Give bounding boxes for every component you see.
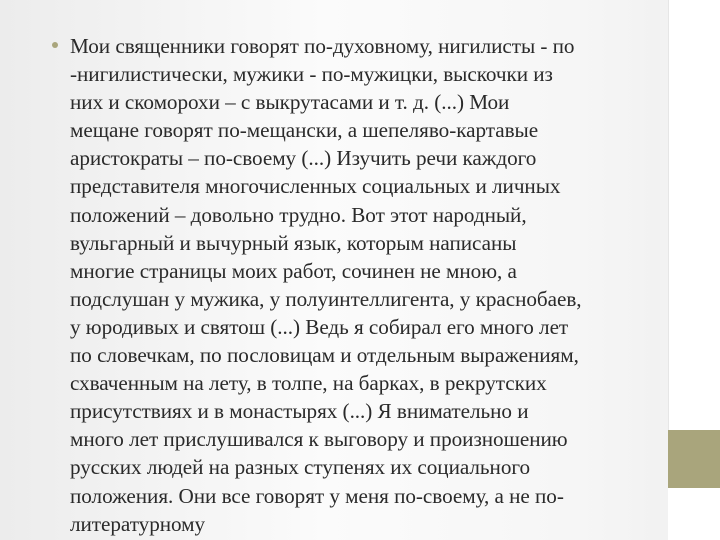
text-line: положения. Они все говорят у меня по-своему, а не по- <box>70 483 564 508</box>
text-line: многие страницы моих работ, сочинен не мною, а <box>70 258 517 283</box>
slide-content <box>52 32 664 540</box>
decorative-right-strip <box>668 0 720 540</box>
text-line: мещане говорят по-мещански, а шепеляво-картавые <box>70 118 539 143</box>
text-line: много лет прислушивался к выговору и произношению <box>70 427 568 452</box>
text-line: русских людей на разных ступенях их социального <box>70 455 531 480</box>
strip-accent-band <box>668 430 720 488</box>
text-line: по словечкам, по пословицам и отдельным выражениям, <box>70 343 579 368</box>
text-line: литературному <box>70 511 206 536</box>
text-line: Мои священники говорят по-духовному, нигилисты - по <box>70 34 575 58</box>
text-line: них и скоморохи – с выкрутасами и т. д. (...) Мои <box>70 90 510 115</box>
text-line: у юродивых и святош (...) Ведь я собирал его много лет <box>70 314 569 339</box>
text-line: подслушан у мужика, у полуинтеллигента, у краснобаев, <box>70 286 582 311</box>
bullet-item <box>52 32 664 538</box>
text-line: представителя многочисленных социальных и личных <box>70 174 561 199</box>
text-line: положений – довольно трудно. Вот этот народный, <box>70 202 527 227</box>
quote-paragraph <box>70 32 664 538</box>
bullet-dot-icon <box>52 42 58 48</box>
text-line: схваченным на лету, в толпе, на барках, в рекрутских <box>70 371 547 396</box>
text-line: вульгарный и вычурный язык, которым написаны <box>70 230 517 255</box>
strip-bottom-band <box>668 488 720 540</box>
strip-top-band <box>668 0 720 430</box>
text-line: -нигилистически, мужики - по-мужицки, выскочки из <box>70 62 553 87</box>
text-line: аристократы – по-своему (...) Изучить речи каждого <box>70 146 537 171</box>
text-line: присутствиях и в монастырях (...) Я внимательно и <box>70 399 529 424</box>
